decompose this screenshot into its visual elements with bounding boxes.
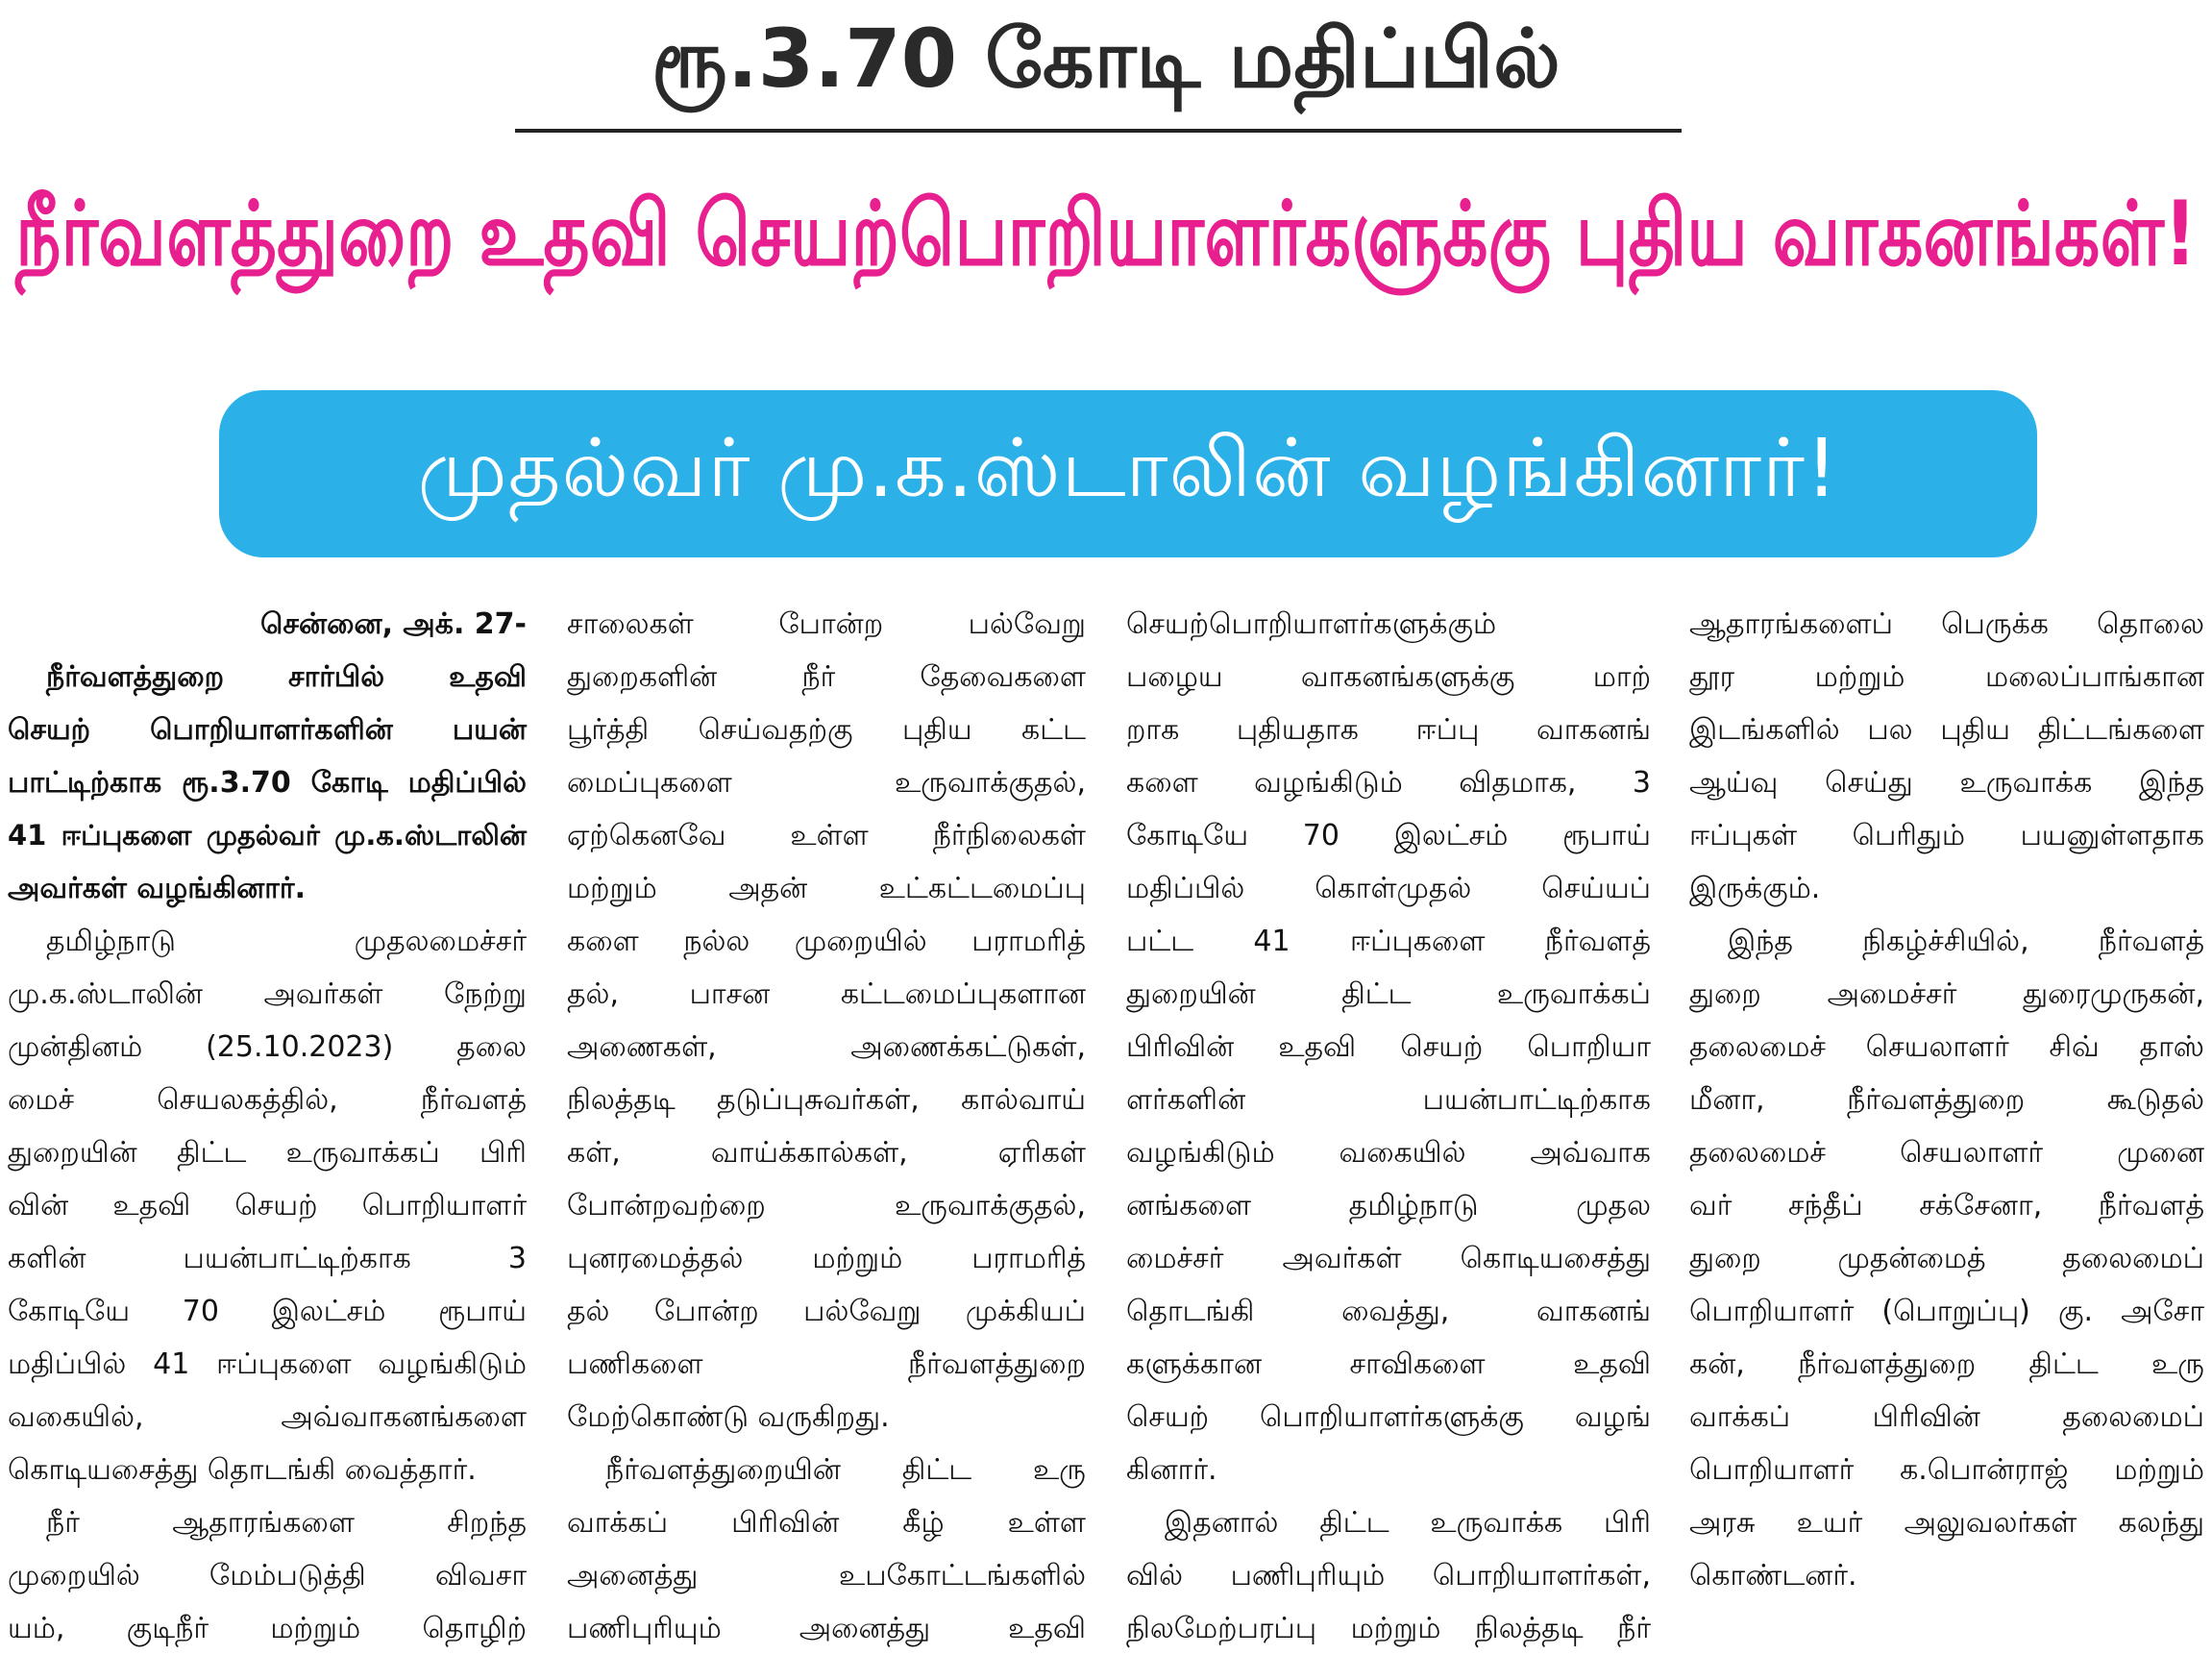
text-line: கோடியே 70 இலட்சம் ரூபாய் [1126, 819, 1651, 852]
text-line: கொண்டனர். [1689, 1559, 1857, 1593]
text-line: தலைமைச் செயலாளர் முனை [1689, 1136, 2204, 1170]
text-line: நிலத்தடி தடுப்புசுவர்கள், கால்வாய் [567, 1083, 1086, 1117]
lead-line: நீர்வளத்துறை சார்பில் உதவி [46, 660, 527, 694]
text-line: இதனால் திட்ட உருவாக்க பிரி [1165, 1506, 1651, 1540]
lead-line: செயற் பொறியாளர்களின் பயன் [8, 713, 527, 747]
text-line: செயற்பொறியாளர்களுக்கும் [1126, 607, 1497, 641]
text-line: மதிப்பில் 41 ஈப்புகளை வழங்கிடும் [8, 1347, 527, 1381]
text-line: பழைய வாகனங்களுக்கு மாற் [1126, 660, 1651, 694]
text-line: தொடங்கி வைத்து, வாகனங் [1126, 1295, 1651, 1328]
text-line: நீர்வளத்துறையின் திட்ட உரு [605, 1453, 1086, 1487]
text-line: மேற்கொண்டு வருகிறது. [567, 1400, 890, 1434]
text-line: யம், குடிநீர் மற்றும் தொழிற் [8, 1612, 527, 1645]
text-line: பணிபுரியும் அனைத்து உதவி [567, 1612, 1086, 1645]
text-line: கினார். [1126, 1453, 1217, 1487]
main-headline: நீர்வளத்துறை உதவி செயற்பொறியாளர்களுக்கு புதிய வாகனங்கள்! [15, 183, 2197, 286]
text-line: தல், பாசன கட்டமைப்புகளான [567, 977, 1086, 1011]
text-line: பொறியாளர் (பொறுப்பு) கு. அசோ [1689, 1295, 2204, 1328]
text-line: ஆதாரங்களைப் பெருக்க தொலை [1689, 607, 2204, 641]
text-line: தல் போன்ற பல்வேறு முக்கியப் [567, 1295, 1086, 1328]
text-line: துறையின் திட்ட உருவாக்கப் [1126, 977, 1651, 1011]
article-column-3 [1126, 598, 1651, 1645]
text-line: வர் சந்தீப் சக்சேனா, நீர்வளத் [1689, 1189, 2204, 1223]
text-line: நீர் ஆதாரங்களை சிறந்த [46, 1506, 527, 1540]
text-line: அனைத்து உபகோட்டங்களில் [567, 1559, 1086, 1593]
text-line: முன்தினம் (25.10.2023) தலை [8, 1030, 527, 1064]
text-line: றாக புதியதாக ஈப்பு வாகனங் [1126, 713, 1651, 747]
text-line: மைப்புகளை உருவாக்குதல், [567, 766, 1086, 800]
text-line: கொடியசைத்து தொடங்கி வைத்தார். [8, 1453, 477, 1487]
lead-line: 41 ஈப்புகளை முதல்வர் மு.க.ஸ்டாலின் [8, 819, 527, 852]
text-line: வாக்கப் பிரிவின் கீழ் உள்ள [567, 1506, 1086, 1540]
kicker-headline: ரூ.3.70 கோடி மதிப்பில் [651, 12, 1561, 106]
text-line: கோடியே 70 இலட்சம் ரூபாய் [8, 1295, 527, 1328]
kicker-divider [515, 129, 1682, 133]
text-line: வின் உதவி செயற் பொறியாளர் [8, 1189, 527, 1223]
article-column-2 [567, 598, 1086, 1645]
text-line: மைச்சர் அவர்கள் கொடியசைத்து [1126, 1242, 1651, 1275]
text-line: நிலமேற்பரப்பு மற்றும் நிலத்தடி நீர் [1126, 1612, 1651, 1645]
text-line: ஆய்வு செய்து உருவாக்க இந்த [1689, 766, 2204, 800]
text-line: பிரிவின் உதவி செயற் பொறியா [1126, 1030, 1651, 1064]
text-line: வழங்கிடும் வகையில் அவ்வாக [1126, 1136, 1651, 1170]
banner-text: முதல்வர் மு.க.ஸ்டாலின் வழங்கினார்! [417, 421, 1839, 515]
subheadline-banner [219, 390, 2037, 557]
text-line: அணைகள், அணைக்கட்டுகள், [567, 1030, 1086, 1064]
text-line: பணிகளை நீர்வளத்துறை [567, 1347, 1086, 1381]
text-line: முறையில் மேம்படுத்தி விவசா [8, 1559, 527, 1593]
text-line: இந்த நிகழ்ச்சியில், நீர்வளத் [1728, 925, 2204, 958]
lead-line: அவர்கள் வழங்கினார். [8, 872, 306, 905]
text-line: தூர மற்றும் மலைப்பாங்கான [1689, 660, 2204, 694]
dateline: சென்னை, அக். 27- [260, 607, 527, 641]
text-line: ஏற்கெனவே உள்ள நீர்நிலைகள் [567, 819, 1086, 852]
text-line: கள், வாய்க்கால்கள், ஏரிகள் [567, 1136, 1086, 1170]
text-line: ஈப்புகள் பெரிதும் பயனுள்ளதாக [1689, 819, 2204, 852]
article-column-4 [1689, 598, 2204, 1609]
text-line: செயற் பொறியாளர்களுக்கு வழங் [1126, 1400, 1651, 1434]
text-line: துறை முதன்மைத் தலைமைப் [1689, 1242, 2204, 1275]
text-line: ளர்களின் பயன்பாட்டிற்காக [1126, 1083, 1651, 1117]
text-line: மதிப்பில் கொள்முதல் செய்யப் [1126, 872, 1651, 905]
text-line: இருக்கும். [1689, 872, 1821, 905]
text-line: பூர்த்தி செய்வதற்கு புதிய கட்ட [567, 713, 1086, 747]
text-line: பட்ட 41 ஈப்புகளை நீர்வளத் [1126, 925, 1651, 958]
text-line: தலைமைச் செயலாளர் சிவ் தாஸ் [1689, 1030, 2204, 1064]
text-line: துறையின் திட்ட உருவாக்கப் பிரி [8, 1136, 527, 1170]
text-line: களுக்கான சாவிகளை உதவி [1126, 1347, 1651, 1381]
text-line: அரசு உயர் அலுவலர்கள் கலந்து [1689, 1506, 2204, 1540]
text-line: இடங்களில் பல புதிய திட்டங்களை [1689, 713, 2204, 747]
text-line: புனரமைத்தல் மற்றும் பராமரித் [567, 1242, 1086, 1275]
text-line: னங்களை தமிழ்நாடு முதல [1126, 1189, 1651, 1223]
text-line: துறைகளின் நீர் தேவைகளை [567, 660, 1086, 694]
text-line: களை வழங்கிடும் விதமாக, 3 [1126, 766, 1651, 800]
text-line: மீனா, நீர்வளத்துறை கூடுதல் [1689, 1083, 2204, 1117]
lead-line: பாட்டிற்காக ரூ.3.70 கோடி மதிப்பில் [8, 766, 527, 800]
text-line: களின் பயன்பாட்டிற்காக 3 [8, 1242, 527, 1275]
text-line: மைச் செயலகத்தில், நீர்வளத் [8, 1083, 527, 1117]
text-line: களை நல்ல முறையில் பராமரித் [567, 925, 1086, 958]
text-line: மற்றும் அதன் உட்கட்டமைப்பு [567, 872, 1086, 905]
text-line: கன், நீர்வளத்துறை திட்ட உரு [1689, 1347, 2204, 1381]
text-line: தமிழ்நாடு முதலமைச்சர் [46, 925, 527, 958]
text-line: வாக்கப் பிரிவின் தலைமைப் [1689, 1400, 2204, 1434]
article-column-1 [8, 598, 527, 1645]
text-line: சாலைகள் போன்ற பல்வேறு [567, 607, 1086, 641]
text-line: போன்றவற்றை உருவாக்குதல், [567, 1189, 1086, 1223]
text-line: மு.க.ஸ்டாலின் அவர்கள் நேற்று [8, 977, 527, 1011]
text-line: துறை அமைச்சர் துரைமுருகன், [1689, 977, 2204, 1011]
text-line: வில் பணிபுரியும் பொறியாளர்கள், [1126, 1559, 1651, 1593]
text-line: பொறியாளர் க.பொன்ராஜ் மற்றும் [1689, 1453, 2204, 1487]
text-line: வகையில், அவ்வாகனங்களை [8, 1400, 527, 1434]
